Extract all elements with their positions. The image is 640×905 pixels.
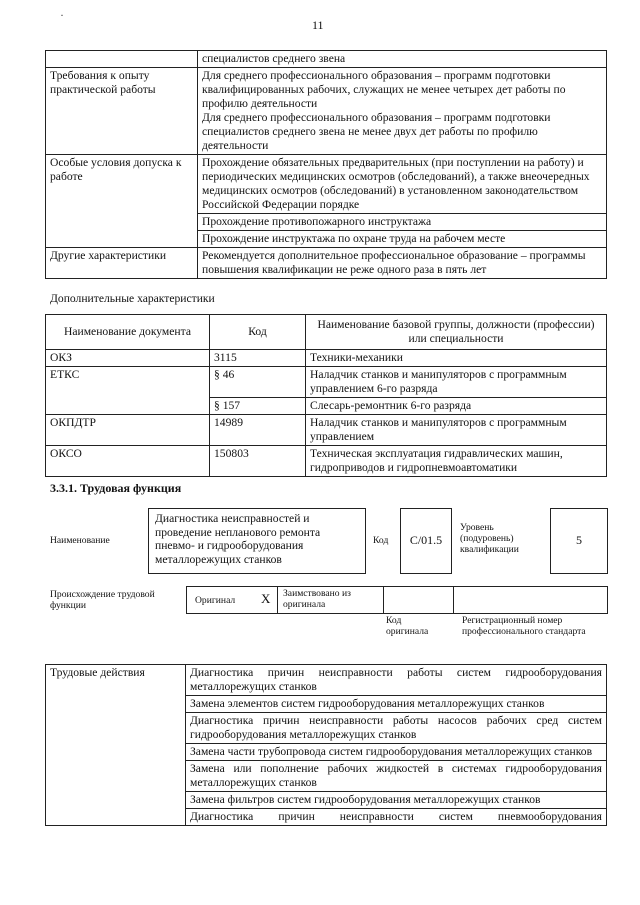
table-cell: Техники-механики (306, 350, 607, 367)
reg-caption: Регистрационный номер профессионального стандарта (462, 615, 586, 637)
labor-actions-label: Трудовые действия (46, 665, 186, 826)
table-row (46, 350, 607, 367)
divider (277, 587, 278, 613)
original-mark: X (261, 591, 271, 606)
labor-action-item: Диагностика причин неисправности работы систем гидрооборудования металлорежущих станков (186, 665, 607, 696)
labor-action-item: Замена элементов систем гидрооборудования металлорежущих станков (186, 696, 607, 713)
origin-label: Происхождение трудовой функции (50, 589, 155, 611)
requirement-value: Прохождение обязательных предварительных (при поступлении на работу) и периодических медицинских осмотров (обследований), а также внеочередных медицинских осмотров (обследований) в установленном законодательством Российской Федерации порядке (198, 155, 607, 214)
labor-action-item: Диагностика причин неисправности работы насосов рабочих сред систем гидрооборудования металлорежущих станков (186, 713, 607, 744)
level-value: 5 (576, 533, 582, 547)
function-name-box (148, 508, 366, 574)
requirement-value: Прохождение инструктажа по охране труда на рабочем месте (198, 231, 607, 248)
divider (453, 587, 454, 613)
table-cell: 3115 (210, 350, 306, 367)
column-header: Наименование документа (46, 315, 210, 350)
table-cell: Наладчик станков и манипуляторов с программным управлением 6-го разряда (306, 367, 607, 398)
function-code-box (400, 508, 452, 574)
table-row (46, 51, 607, 68)
table-cell: ЕТКС (46, 367, 210, 415)
labor-actions-table (45, 664, 607, 826)
labor-action-item: Замена фильтров систем гидрооборудования металлорежущих станков (186, 792, 607, 809)
borrowed-label: Заимствовано из оригинала (283, 588, 351, 610)
labor-action-item: Замена или пополнение рабочих жидкостей в системах гидрооборудования металлорежущих станков (186, 761, 607, 792)
divider (383, 587, 384, 613)
requirement-label: Особые условия допуска к работе (46, 155, 198, 248)
additional-table (45, 314, 607, 477)
function-name: Диагностика неисправностей и проведение непланового ремонта пневмо- и гидрооборудования металлорежущих станков (155, 512, 321, 566)
table-cell: Наладчик станков и манипуляторов с программным управлением (306, 415, 607, 446)
table-row (46, 68, 607, 155)
table-cell: 14989 (210, 415, 306, 446)
name-label: Наименование (50, 535, 110, 546)
requirement-value (198, 68, 607, 155)
table-row (46, 446, 607, 477)
table-cell (46, 51, 198, 68)
requirements-table (45, 50, 607, 279)
table-row (46, 248, 607, 279)
column-header: Код (210, 315, 306, 350)
table-header-row (46, 315, 607, 350)
level-label: Уровень (подуровень) квалификации (460, 522, 519, 555)
origin-row (186, 586, 608, 614)
scan-mark: · (60, 8, 64, 22)
table-cell: Слесарь-ремонтник 6-го разряда (306, 398, 607, 415)
table-cell: Техническая эксплуатация гидравлических машин, гидроприводов и гидропневмоавтоматики (306, 446, 607, 477)
requirement-text: Для среднего профессионального образования – программ подготовки специалистов среднего звена не менее двух дет работы по профилю деятельности (202, 111, 551, 152)
labor-action-item: Диагностика причин неисправности систем пневмооборудования (186, 809, 607, 826)
table-row (46, 155, 607, 214)
level-box (550, 508, 608, 574)
table-cell: специалистов среднего звена (198, 51, 607, 68)
requirement-value: Прохождение противопожарного инструктажа (198, 214, 607, 231)
page-number: 11 (312, 18, 324, 32)
original-label: Оригинал (195, 595, 236, 606)
table-cell: § 157 (210, 398, 306, 415)
section-title: 3.3.1. Трудовая функция (50, 481, 182, 495)
table-cell: § 46 (210, 367, 306, 398)
table-cell: ОКЗ (46, 350, 210, 367)
labor-action-item: Замена части трубопровода систем гидрооборудования металлорежущих станков (186, 744, 607, 761)
code-caption: Код оригинала (386, 615, 429, 637)
requirement-label: Требования к опыту практической работы (46, 68, 198, 155)
column-header: Наименование базовой группы, должности (профессии) или специальности (306, 315, 607, 350)
table-cell: ОКСО (46, 446, 210, 477)
code-label: Код (373, 535, 389, 546)
requirement-label: Другие характеристики (46, 248, 198, 279)
table-row (46, 665, 607, 696)
table-row (46, 367, 607, 398)
additional-heading: Дополнительные характеристики (50, 292, 215, 305)
table-row (46, 415, 607, 446)
table-cell: 150803 (210, 446, 306, 477)
requirement-value: Рекомендуется дополнительное профессиональное образование – программы повышения квалификации не реже одного раза в пять лет (198, 248, 607, 279)
function-code: C/01.5 (409, 533, 443, 547)
table-cell: ОКПДТР (46, 415, 210, 446)
requirement-text: Для среднего профессионального образования – программ подготовки квалифицированных рабочих, служащих не менее четырех дет работы по профилю деятельности (202, 69, 566, 110)
